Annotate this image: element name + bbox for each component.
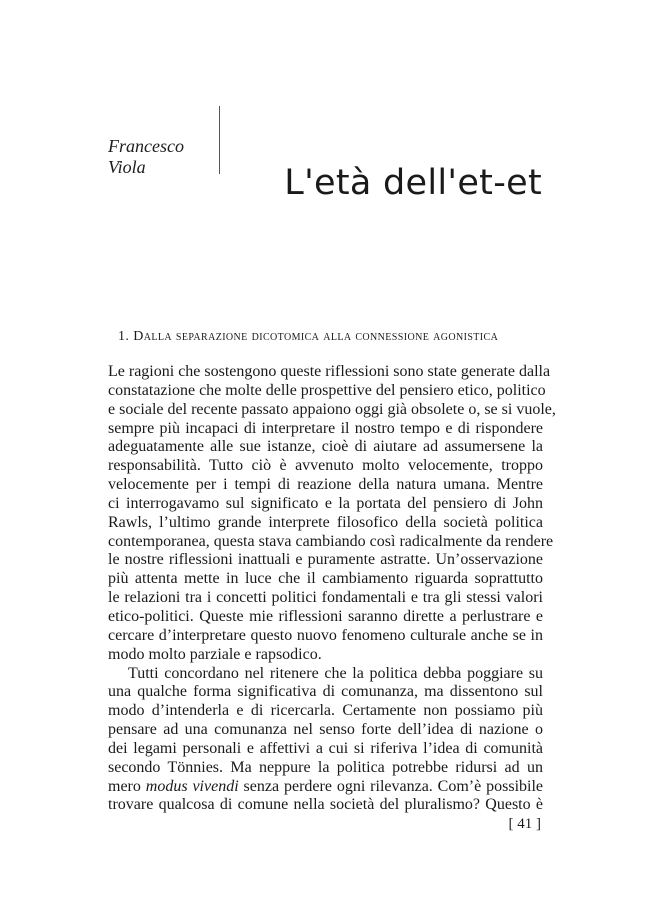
- text-line: una qualche forma significativa di comunanza, ma dissentono sul: [108, 683, 543, 701]
- text-line: dei legami personali e affettivi a cui si riferiva l’idea di comunità: [108, 739, 543, 757]
- text-line: etico-politici. Queste mie riflessioni saranno dirette a perlustrare e: [108, 607, 543, 625]
- text-line: pensare ad una comunanza nel senso forte dell’idea di nazione o: [108, 721, 543, 739]
- text-line: le relazioni tra i concetti politici fondamentali e tra gli stessi valori: [108, 589, 543, 607]
- text-line: adeguatamente alle sue istanze, cioè di aiutare ad assumersene la: [108, 438, 543, 456]
- text-line: [108, 778, 543, 797]
- text-line: e sociale del recente passato appaiono oggi già obsolete o, se si vuole,: [108, 400, 556, 418]
- text-line: velocemente per i tempi di reazione della natura umana. Mentre: [108, 476, 543, 494]
- text-line: modo d’intenderla e di ricercarla. Certamente non possiamo più: [108, 702, 543, 720]
- text-line: ci interrogavamo sul significato e la portata del pensiero di John: [108, 494, 543, 512]
- text-fragment: senza perdere ogni rilevanza. Com’è possibile: [238, 777, 544, 795]
- text-line: constatazione che molte delle prospettive del pensiero etico, politico: [108, 381, 546, 399]
- text-line: secondo Tönnies. Ma neppure la politica potrebbe ridursi ad un: [108, 758, 543, 776]
- text-line: le nostre riflessioni inattuali e puramente astratte. Un’osservazione: [108, 551, 543, 569]
- text-line: trovare qualcosa di comune nella società del pluralismo? Questo è: [108, 796, 543, 814]
- chapter-title: L'età dell'et-et: [284, 163, 542, 204]
- page-number: [ 41 ]: [508, 816, 541, 832]
- text-fragment: mero: [108, 777, 146, 795]
- text-line: Rawls, l’ultimo grande interprete filosofico della società politica: [108, 513, 543, 531]
- paragraph-2: [108, 665, 543, 816]
- vertical-divider: [219, 106, 220, 174]
- body-text: [108, 363, 556, 815]
- paragraph-1: [108, 363, 556, 665]
- author-first-name: Francesco: [108, 136, 184, 156]
- text-line: responsabilità. Tutto ciò è avvenuto molto velocemente, troppo: [108, 457, 543, 475]
- text-line: Tutti concordano nel ritenere che la politica debba poggiare su: [128, 664, 543, 682]
- author-last-name: Viola: [108, 157, 146, 177]
- text-line: modo molto parziale e rapsodico.: [108, 645, 322, 663]
- text-line: più attenta mette in luce che il cambiamento riguarda soprattutto: [108, 570, 543, 588]
- text-line: Le ragioni che sostengono queste riflessioni sono state generate dalla: [108, 363, 551, 380]
- section-heading: 1. Dalla separazione dicotomica alla connessione agonistica: [118, 329, 499, 344]
- text-line: contemporanea, questa stava cambiando così radicalmente da rendere: [108, 532, 554, 550]
- author-name: [108, 136, 184, 178]
- italic-term: modus vivendi: [145, 777, 239, 795]
- text-line: sempre più incapaci di interpretare il nostro tempo e di rispondere: [108, 419, 543, 437]
- text-line: cercare d’interpretare questo nuovo fenomeno culturale anche se in: [108, 626, 543, 644]
